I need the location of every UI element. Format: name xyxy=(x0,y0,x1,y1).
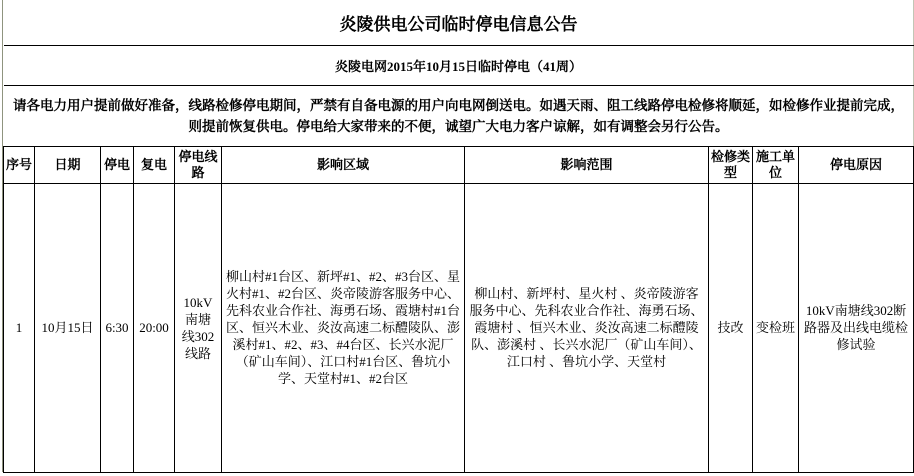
notice-text: 请各电力用户提前做好准备，线路检修停电期间，严禁有自备电源的用户向电网倒送电。如遇天雨、阻工线路停电检修将顺延，如检修作业提前完成，则提前恢复供电。停电给大家带来的不便，诚望广大电力客户谅解，如有调整会另行公告。 xyxy=(4,85,914,146)
col-header-construction-unit: 施工单位 xyxy=(753,146,799,183)
col-header-outage-start: 停电 xyxy=(101,146,134,183)
col-header-affected-scope: 影响范围 xyxy=(465,146,709,183)
col-header-date: 日期 xyxy=(35,146,101,183)
table-row xyxy=(4,183,914,472)
col-header-seq: 序号 xyxy=(4,146,35,183)
outage-table xyxy=(3,0,914,473)
subtitle-row xyxy=(4,45,914,85)
notice-row xyxy=(4,85,914,146)
page-subtitle: 炎陵电网2015年10月15日临时停电（41周） xyxy=(4,45,914,85)
col-header-affected-area: 影响区域 xyxy=(222,146,465,183)
cell-affected-scope: 柳山村、新坪村、星火村 、炎帝陵游客服务中心、先科农业合作社、海勇石场、霞塘村 、恒兴木业、炎汝高速二标醴陵队、澎溪村 、长兴水泥厂（矿山车间）、江口村 、鲁坑小学、天堂村 xyxy=(465,183,709,472)
cell-line: 10kV南塘线302线路 xyxy=(175,183,222,472)
page-title: 炎陵供电公司临时停电信息公告 xyxy=(4,0,914,45)
cell-date: 10月15日 xyxy=(35,183,101,472)
title-row xyxy=(4,0,914,45)
col-header-outage-reason: 停电原因 xyxy=(799,146,914,183)
table-header-row xyxy=(4,146,914,183)
announcement-sheet xyxy=(2,0,914,472)
cell-restore-time: 20:00 xyxy=(134,183,175,472)
cell-affected-area: 柳山村#1台区、新坪#1、#2、#3台区、星火村#1、#2台区、炎帝陵游客服务中心、先科农业合作社、海勇石场、霞塘村#1台区、恒兴木业、炎汝高速二标醴陵队、澎溪村#1、#2、#3、#4台区、长兴水泥厂（矿山车间）、江口村#1台区、鲁坑小学、天堂村#1、#2台区 xyxy=(222,183,465,472)
col-header-restore-time: 复电 xyxy=(134,146,175,183)
col-header-maintenance-type: 检修类型 xyxy=(709,146,753,183)
cell-construction-unit: 变检班 xyxy=(753,183,799,472)
cell-outage-reason: 10kV南塘线302断路器及出线电缆检修试验 xyxy=(799,183,914,472)
cell-maintenance-type: 技改 xyxy=(709,183,753,472)
cell-seq: 1 xyxy=(4,183,35,472)
cell-outage-start: 6:30 xyxy=(101,183,134,472)
col-header-line: 停电线路 xyxy=(175,146,222,183)
